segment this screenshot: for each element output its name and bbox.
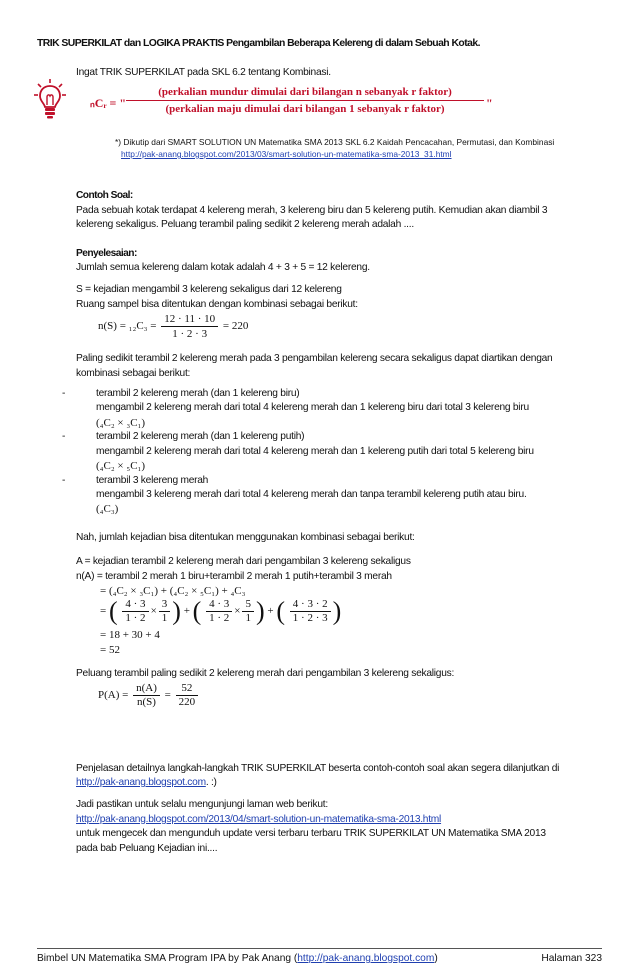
example-heading: Contoh Soal: [76,190,133,202]
pa-numerator: n(A) [136,681,157,694]
case-desc: mengambil 3 kelereng merah dari total 4 kelereng merah dan tanpa terambil kelereng putih atau biru. [96,488,527,500]
list-dash: - [62,474,66,486]
interpretation-text-2: kombinasi sebagai berikut: [76,367,191,379]
pa-value-numerator: 52 [181,681,193,694]
closing-text-1: Penjelasan detailnya langkah-langkah TRIK SUPERKILAT beserta contoh-contoh soal akan segera dilanjutkan di [76,762,560,774]
intro-text: Ingat TRIK SUPERKILAT pada SKL 6.2 tentang Kombinasi. [76,67,331,78]
pa-equation: P(A) = $\frac{n(A)}{n(S)}$ = $\frac{52}{220}$ [76,682,608,712]
sample-space-text: Ruang sampel bisa ditentukan dengan kombinasi sebagai berikut: [76,298,358,310]
case-title: terambil 2 kelereng merah (dan 1 kelereng putih) [96,431,305,443]
frac-b [159,598,171,625]
closing-text-2: Jadi pastikan untuk selalu mengunjungi laman web berikut: [76,799,328,811]
solution-heading: Penyelesaian: [76,247,137,259]
open-paren: ( [192,596,202,626]
example-text-1: Pada sebuah kotak terdapat 4 kelereng merah, 3 kelereng biru dan 5 kelereng putih. Kemudian akan diambil 3 [76,204,548,216]
footer-suffix: ) [434,953,438,964]
frac-a-den: 1 · 2 [125,612,146,625]
frac-b-num: 3 [161,598,168,611]
frac-d [242,598,254,625]
formula-denominator: (perkalian maju dimulai dari bilangan 1 sebanyak r faktor) [165,103,445,115]
frac-e-num: 4 · 3 · 2 [292,598,328,611]
source-note-text: *) Dikutip dari SMART SOLUTION UN Matematika SMA 2013 SKL 6.2 Kaidah Pencacahan, Permutasi, dan Kombinasi [115,137,555,147]
total-line: = 52 [100,643,120,656]
frac-e [290,598,331,625]
case-title: terambil 3 kelereng merah [96,474,209,486]
ns-denominator: 1 · 2 · 3 [172,328,208,341]
ns-result: = 220 [222,320,249,333]
smile-text: . :) [205,776,217,788]
source-note-link[interactable]: http://pak-anang.blogspot.com/2013/03/smart-solution-un-matematika-sma-2013_31.html [121,149,452,159]
ns-fraction [161,312,218,341]
list-item [62,387,608,430]
equals-sign: = [100,605,107,618]
frac-a-num: 4 · 3 [125,598,146,611]
case-desc: mengambil 2 kelereng merah dari total 4 kelereng merah dan 1 kelereng putih dari total 5 kelereng biru [96,445,534,457]
total-marbles: Jumlah semua kelereng dalam kotak adalah 4 + 3 + 5 = 12 kelereng. [76,262,370,274]
page-number: Halaman 323 [541,953,602,964]
pa-value-fraction [176,682,199,709]
na-fraction-line: = ( $\frac{4 \cdot 3}{1 \cdot 2}$ × $\frac{3}{1}$ ) + ( $\frac{4 \cdot 3}{1 \cdot 2}$ × $\frac{5}{1}$ ) + ( $\frac{4 \cdot 3 \cdot 2}{1 \cdot 2 \cdot 3}$ ) [100,596,342,626]
frac-d-num: 5 [245,598,251,611]
frac-c-den: 1 · 2 [209,612,230,625]
pa-lhs: P(A) = [98,688,129,701]
formula-rhs: " [486,96,493,110]
closing-text-4: pada bab Peluang Kejadian ini.... [76,842,218,854]
blog-link[interactable]: http://pak-anang.blogspot.com [76,776,206,788]
frac-e-den: 1 · 2 · 3 [292,612,328,625]
list-item [62,430,608,473]
probability-intro: Peluang terambil paling sedikit 2 kelereng merah dari pengambilan 3 kelereng sekaligus: [76,668,455,680]
combination-intro: Nah, jumlah kejadian bisa ditentukan menggunakan kombinasi sebagai berikut: [76,531,415,543]
case-list [62,387,608,517]
main-content [62,66,608,856]
close-paren: ) [172,596,181,626]
example-text-2: kelereng sekaligus. Peluang terambil paling sedikit 2 kelereng merah adalah .... [76,219,414,231]
footer-divider [37,948,602,949]
na-combination: = (₄C₂ × ₃C₁) + (₄C₂ × ₅C₁) + ₄C₃ [100,584,246,597]
footer-prefix: Bimbel UN Matematika SMA Program IPA by Pak Anang ( [37,953,298,964]
na-description: n(A) = terambil 2 merah 1 biru+terambil 2 merah 1 putih+terambil 3 merah [76,570,392,582]
list-dash: - [62,388,66,400]
frac-d-den: 1 [245,612,251,625]
case-desc: mengambil 2 kelereng merah dari total 4 kelereng merah dan 1 kelereng biru dari total 3 kelereng biru [96,402,529,414]
open-paren: ( [276,596,286,626]
footer-left [37,953,438,964]
case-title: terambil 2 kelereng merah (dan 1 kelereng biru) [96,388,300,400]
ns-numerator: 12 · 11 · 10 [164,313,216,326]
closing-text-3: untuk mengecek dan mengunduh update versi terbaru terbaru TRIK SUPERKILAT UN Matematika SMA 2013 [76,828,546,840]
formula-lhs: ₙCᵣ = " [90,96,126,110]
open-paren: ( [108,596,118,626]
case-combo: (₄C₃) [96,503,119,516]
list-dash: - [62,431,66,443]
case-combo: (₄C₂ × ₅C₁) [96,460,146,473]
interpretation-text-1: Paling sedikit terambil 2 kelereng merah pada 3 pengambilan kelereng secara sekaligus dapat diartikan dengan [76,353,553,365]
page-title: TRIK SUPERKILAT dan LOGIKA PRAKTIS Pengambilan Beberapa Kelereng di dalam Sebuah Kotak. [37,38,480,49]
ns-lhs: n(S) = ₁₂C₃ = [98,320,157,333]
a-definition: A = kejadian terambil 2 kelereng merah dari pengambilan 3 kelereng sekaligus [76,556,411,568]
case-combo: (₄C₂ × ₃C₁) [96,416,146,429]
closing-link-line [76,776,608,790]
update-link[interactable]: http://pak-anang.blogspot.com/2013/04/smart-solution-un-matematika-sma-2013.html [76,813,442,825]
sum-line: = 18 + 30 + 4 [100,629,160,642]
s-definition: S = kejadian mengambil 3 kelereng sekaligus dari 12 kelereng [76,284,342,296]
frac-b-den: 1 [161,612,168,625]
pa-value-denominator: 220 [178,695,196,708]
pa-fraction [133,682,160,709]
frac-c [206,598,232,625]
ns-equation [76,312,608,342]
close-paren: ) [332,596,342,626]
frac-c-num: 4 · 3 [209,598,230,611]
frac-a [122,598,148,625]
list-item [62,474,608,517]
pa-denominator: n(S) [137,695,156,708]
formula-numerator: (perkalian mundur dimulai dari bilangan n sebanyak r faktor) [158,86,452,98]
footer-link[interactable]: http://pak-anang.blogspot.com [297,953,435,964]
close-paren: ) [255,596,265,626]
light-bulb-icon [33,78,67,120]
